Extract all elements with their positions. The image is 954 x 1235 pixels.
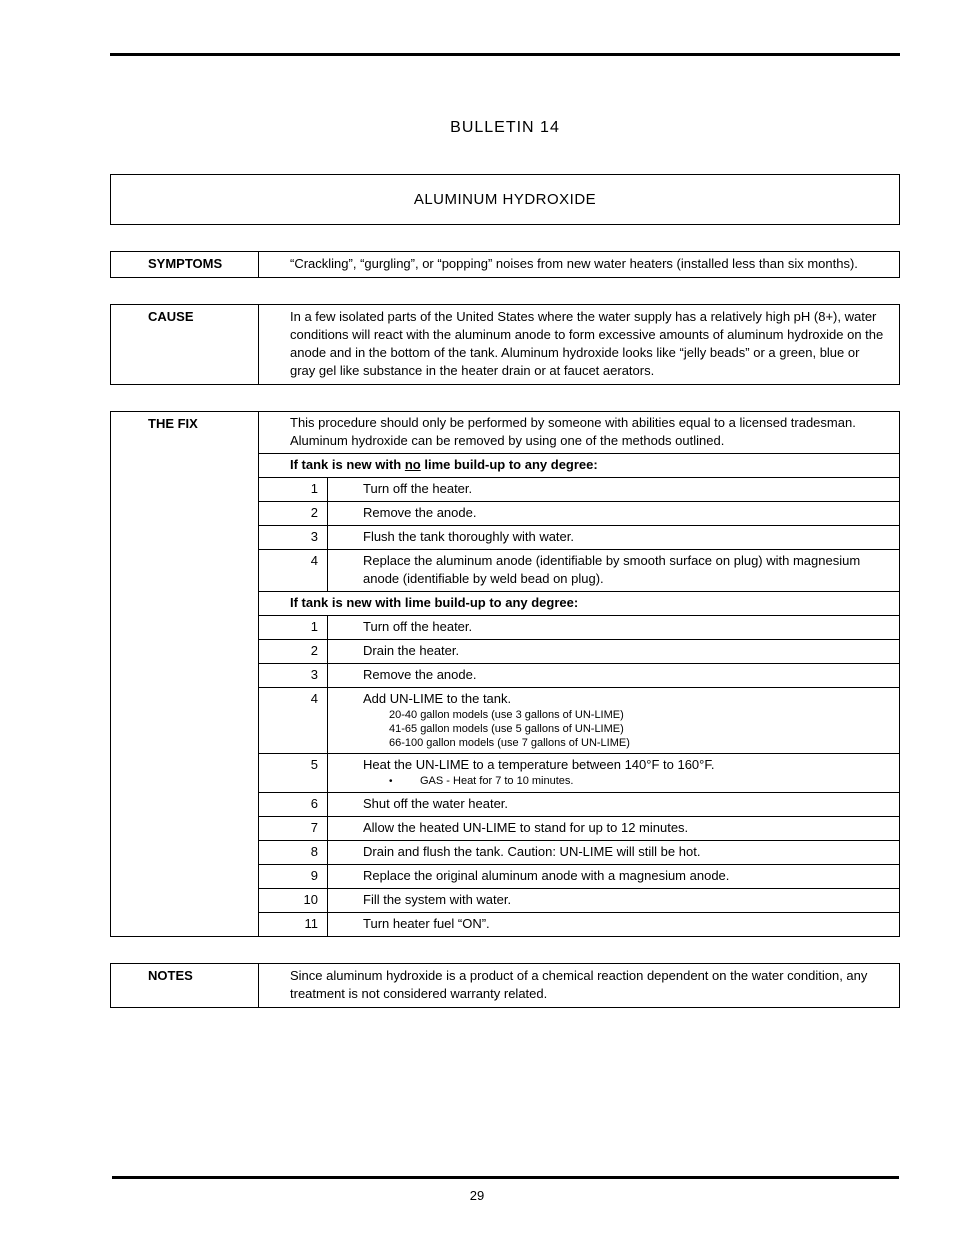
fix-method1-heading (259, 454, 899, 478)
step-text: Drain the heater. (363, 643, 460, 658)
page-number: 29 (469, 1188, 485, 1203)
fix-method1-step-1 (259, 478, 899, 502)
step-text (328, 754, 899, 792)
fix-method2-step-11 (259, 913, 899, 936)
fix-method2-step-2 (259, 640, 899, 664)
step-text: Replace the original aluminum anode with a magnesium anode. (363, 868, 730, 883)
heading-prefix: If tank is new with (290, 457, 405, 472)
bottom-rule (112, 1176, 899, 1179)
top-rule (110, 53, 900, 56)
step-number: 10 (259, 889, 328, 912)
fix-method2-heading: If tank is new with lime build-up to any degree: (259, 592, 899, 616)
symptoms-text: “Crackling”, “gurgling”, or “popping” noises from new water heaters (installed less than six months). (290, 256, 858, 271)
fix-intro: This procedure should only be performed by someone with abilities equal to a licensed tradesman. Aluminum hydroxide can be removed by using one of the methods outlined. (259, 412, 899, 454)
step-number: 11 (259, 913, 328, 936)
subtitle-text: ALUMINUM HYDROXIDE (413, 191, 597, 208)
step-text (328, 688, 899, 753)
fix-method2-step-1 (259, 616, 899, 640)
notes-section (110, 963, 900, 1008)
step-number: 1 (259, 616, 328, 639)
step-text: Drain and flush the tank. Caution: UN-LIME will still be hot. (363, 844, 701, 859)
fix-method2-step-8 (259, 841, 899, 865)
step-number: 7 (259, 817, 328, 840)
step-text: Flush the tank thoroughly with water. (363, 529, 575, 544)
cause-label: CAUSE (111, 305, 259, 384)
step-number: 2 (259, 502, 328, 525)
symptoms-section (110, 251, 900, 278)
step-number: 3 (259, 664, 328, 687)
fix-section (110, 411, 900, 937)
step-text: Shut off the water heater. (363, 796, 509, 811)
fix-label: THE FIX (111, 412, 259, 936)
step-number: 8 (259, 841, 328, 864)
fix-method2-step-5 (259, 754, 899, 793)
fix-method2-step-6 (259, 793, 899, 817)
document-page (110, 0, 900, 1008)
page-title: BULLETIN 14 (450, 119, 560, 136)
fix-method2-step-9 (259, 865, 899, 889)
fix-method2-step-3 (259, 664, 899, 688)
step-text: Replace the aluminum anode (identifiable by smooth surface on plug) with magnesium anode (identifiable by weld bead on plug). (363, 553, 861, 586)
step-number: 2 (259, 640, 328, 663)
step-text: Allow the heated UN-LIME to stand for up to 12 minutes. (363, 820, 689, 835)
fix-method2-step-4 (259, 688, 899, 754)
step-sub-line: 20-40 gallon models (use 3 gallons of UN-LIME) (389, 709, 624, 721)
step-text: Turn off the heater. (363, 481, 473, 496)
step-main-text: Heat the UN-LIME to a temperature between 140°F to 160°F. (363, 757, 715, 772)
step-number: 5 (259, 754, 328, 792)
step-text: Fill the system with water. (363, 892, 512, 907)
step-number: 4 (259, 688, 328, 753)
step-sub-line: 41-65 gallon models (use 5 gallons of UN-LIME) (389, 723, 624, 735)
heading-underlined-word: no (404, 457, 421, 472)
step-number: 3 (259, 526, 328, 549)
step-sub-line: 66-100 gallon models (use 7 gallons of UN-LIME) (389, 737, 630, 749)
step-text: Turn off the heater. (363, 619, 473, 634)
step-number: 1 (259, 478, 328, 501)
step-text: Remove the anode. (363, 505, 477, 520)
subtitle-box (110, 174, 900, 225)
symptoms-label: SYMPTOMS (111, 252, 259, 277)
fix-method1-step-2 (259, 502, 899, 526)
step-text: Turn heater fuel “ON”. (363, 916, 490, 931)
fix-method2-step-7 (259, 817, 899, 841)
bullet-icon: • (389, 776, 393, 787)
fix-content (259, 412, 899, 936)
cause-section (110, 304, 900, 385)
heading-suffix: lime build-up to any degree: (420, 457, 598, 472)
fix-method2-step-10 (259, 889, 899, 913)
step-number: 6 (259, 793, 328, 816)
step-main-text: Add UN-LIME to the tank. (363, 691, 512, 706)
step-sub-bullet-line (363, 774, 887, 789)
fix-method1-step-3 (259, 526, 899, 550)
step-text: Remove the anode. (363, 667, 477, 682)
fix-method1-step-4 (259, 550, 899, 592)
notes-text: Since aluminum hydroxide is a product of a chemical reaction dependent on the water condition, any treatment is not considered warranty related. (290, 968, 868, 1001)
step-number: 9 (259, 865, 328, 888)
step-number: 4 (259, 550, 328, 591)
notes-label: NOTES (111, 964, 259, 1007)
cause-text: In a few isolated parts of the United States where the water supply has a relatively high pH (8+), water conditions will react with the aluminum anode to form excessive amounts of aluminum hydroxide on the anode and in the bottom of the tank. Aluminum hydroxide looks like “jelly beads” or a green, blue or gray gel like substance in the heater drain or at faucet aerators. (290, 309, 884, 378)
step-sub-line: GAS - Heat for 7 to 10 minutes. (420, 775, 574, 787)
